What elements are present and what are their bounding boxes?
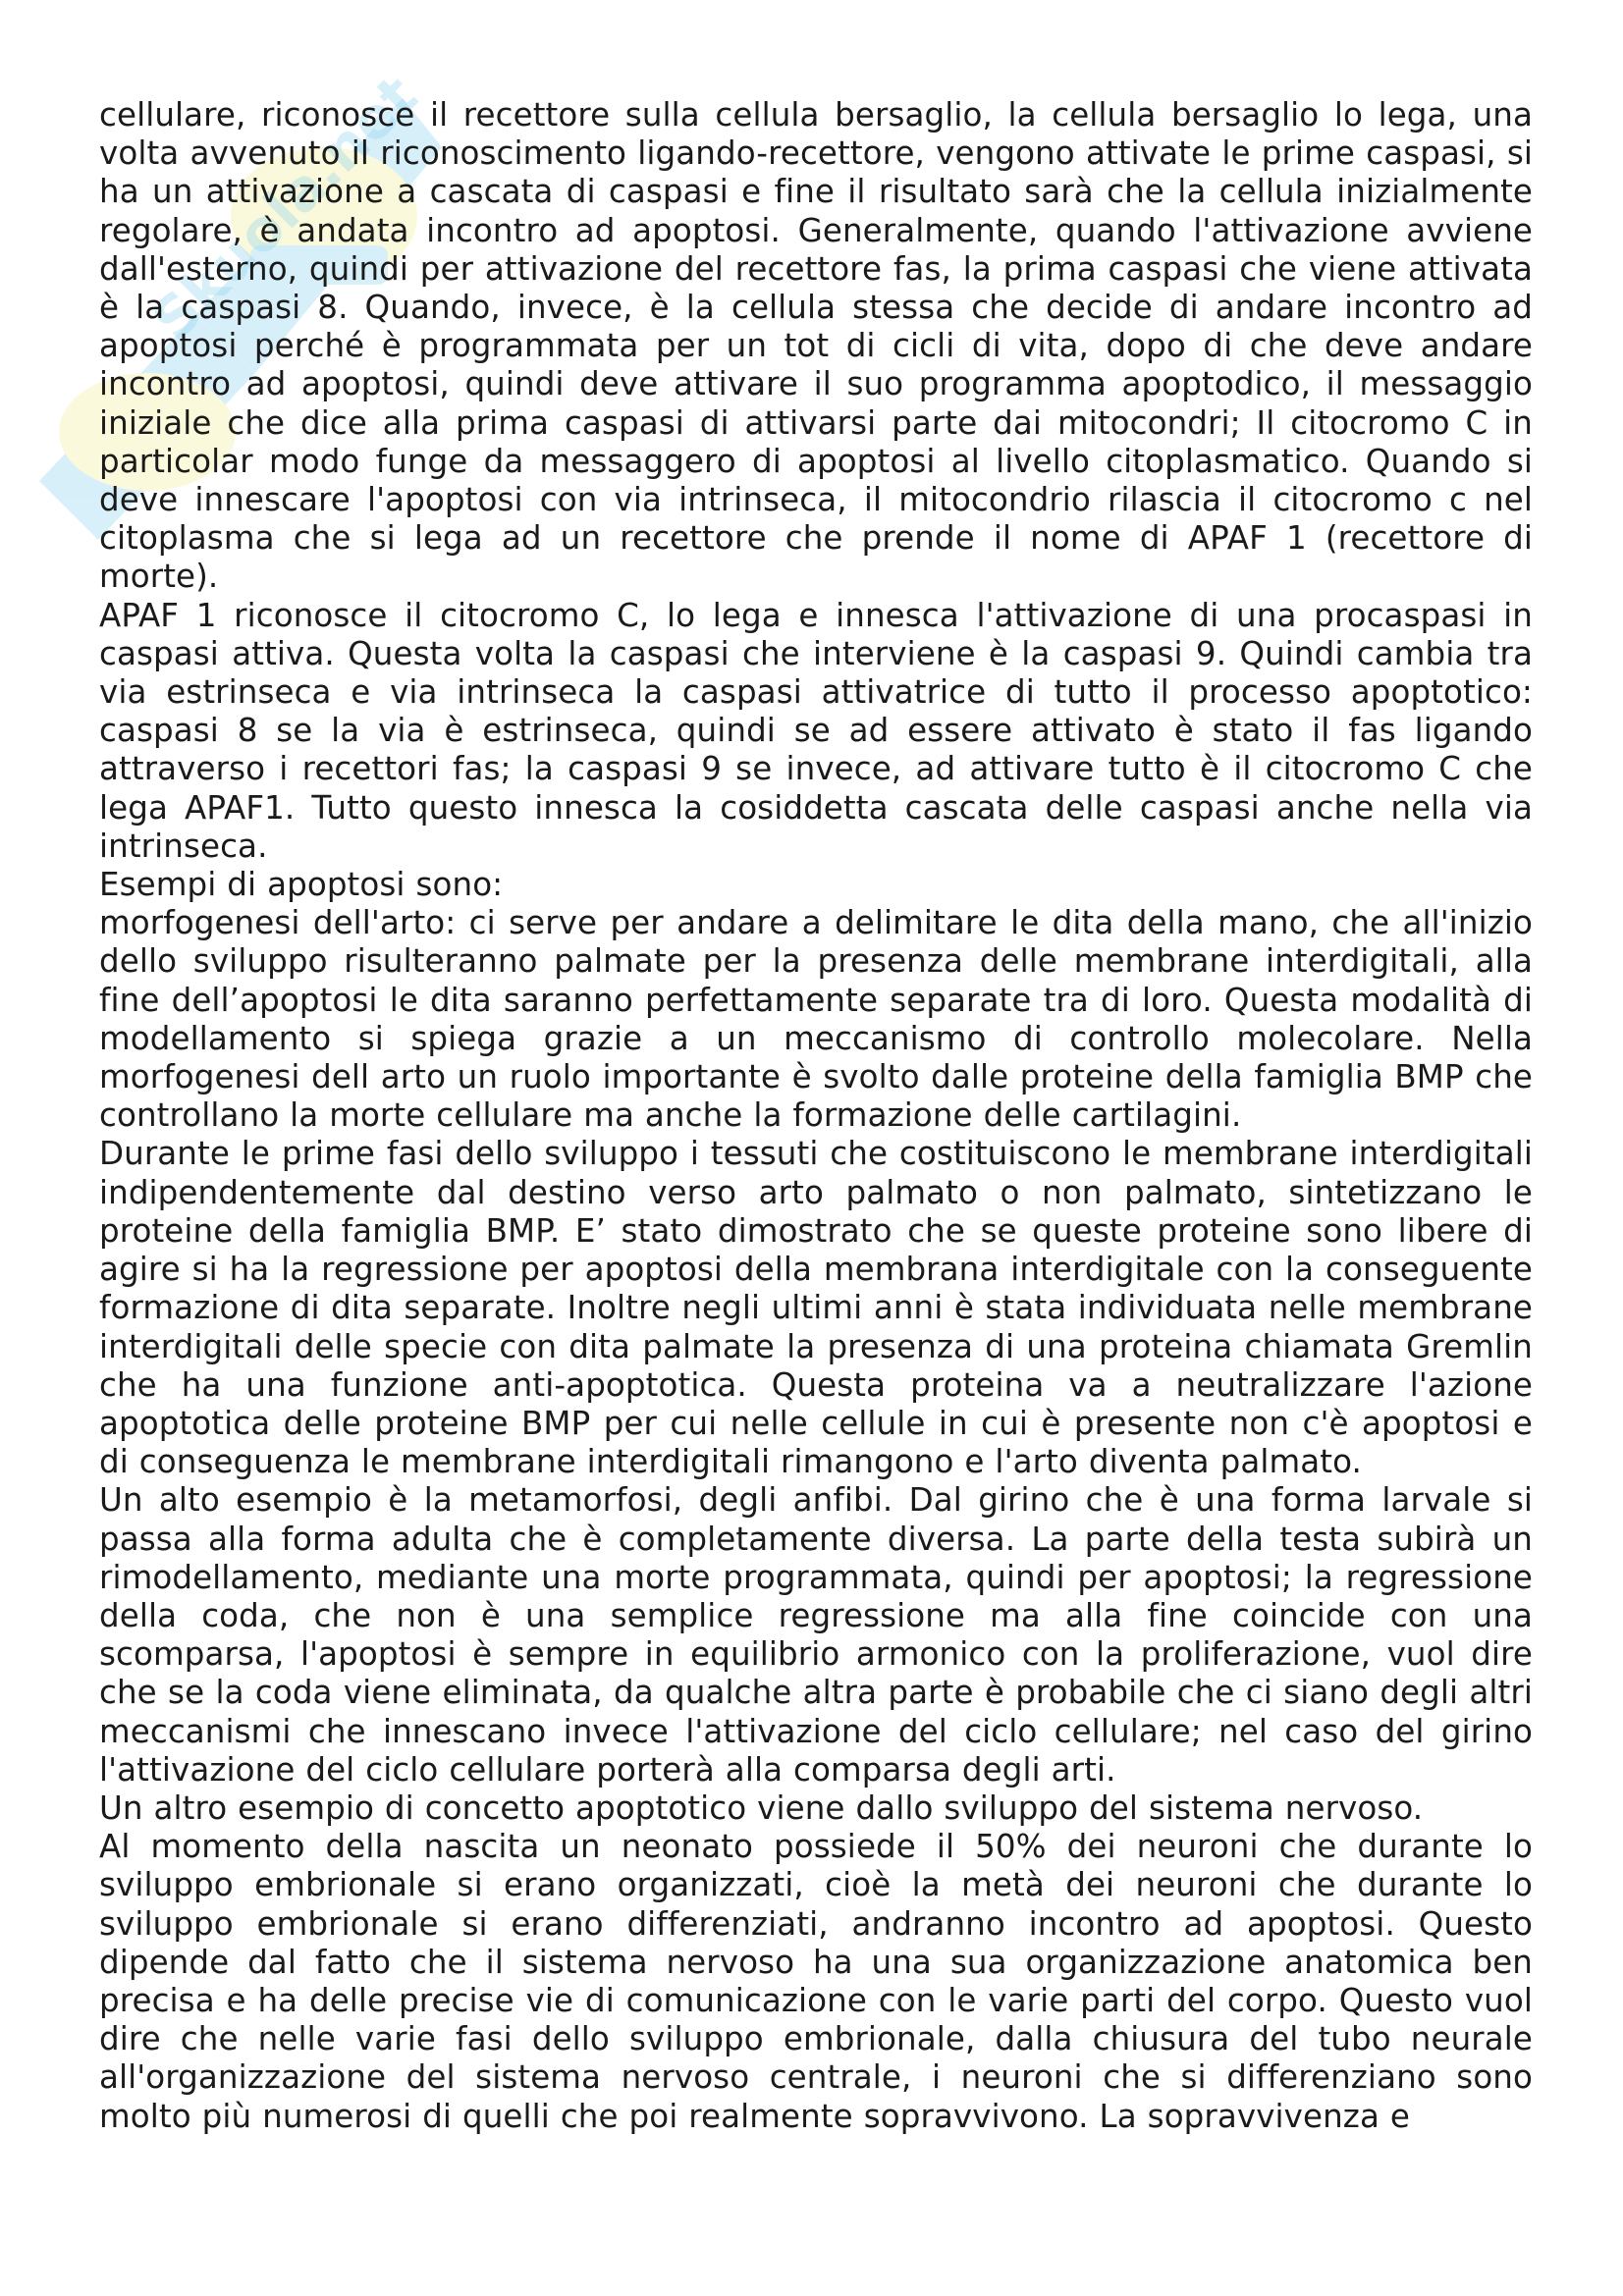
watermark-brand-text: Skuola.net: [138, 62, 431, 353]
paragraph-8: Al momento della nascita un neonato possiede il 50% dei neuroni che durante lo sviluppo embrionale si erano organizzati, cioè la metà dei neuroni che durante lo sviluppo embrionale si erano differenziati, andranno incontro ad apoptosi. Questo dipende dal fatto che il sistema nervoso ha una sua organizzazione anatomica ben precisa e ha delle precise vie di comunicazione con le varie parti del corpo. Questo vuol dire che nelle varie fasi dello sviluppo embrionale, dalla chiusura del tubo neurale all'organizzazione del sistema nervoso centrale, i neuroni che si differenziano sono molto più numerosi di quelli che poi realmente sopravvivono. La sopravvivenza e: [99, 1828, 1533, 2135]
paragraph-6: Un alto esempio è la metamorfosi, degli anfibi. Dal girino che è una forma larvale si passa alla forma adulta che è completamente diversa. La parte della testa subirà un rimodellamento, mediante una morte programmata, quindi per apoptosi; la regressione della coda, che non è una semplice regressione ma alla fine coincide con una scomparsa, l'apoptosi è sempre in equilibrio armonico con la proliferazione, vuol dire che se la coda viene eliminata, da qualche altra parte è probabile che ci siano degli altri meccanismi che innescano invece l'attivazione del ciclo cellulare; nel caso del girino l'attivazione del ciclo cellulare porterà alla comparsa degli arti.: [99, 1481, 1533, 1789]
paragraph-4: morfogenesi dell'arto: ci serve per andare a delimitare le dita della mano, che all'inizio dello sviluppo risulteranno palmate per la presenza delle membrane interdigitali, alla fine dell’apoptosi le dita saranno perfettamente separate tra di loro. Questa modalità di modellamento si spiega grazie a un meccanismo di controllo molecolare. Nella morfogenesi dell arto un ruolo importante è svolto dalle proteine della famiglia BMP che controllano la morte cellulare ma anche la formazione delle cartilagini.: [99, 904, 1533, 1135]
paragraph-7: Un altro esempio di concetto apoptotico viene dallo sviluppo del sistema nervoso.: [99, 1789, 1424, 1827]
paragraph-1: cellulare, riconosce il recettore sulla cellula bersaglio, la cellula bersaglio lo lega, una volta avvenuto il riconoscimento ligando-recettore, vengono attivate le prime caspasi, si ha un attivazione a cascata di caspasi e fine il risultato sarà che la cellula inizialmente regolare, è andata incontro ad apoptosi. Generalmente, quando l'attivazione avviene dall'esterno, quindi per attivazione del recettore fas, la prima caspasi che viene attivata è la caspasi 8. Quando, invece, è la cellula stessa che decide di andare incontro ad apoptosi perché è programmata per un tot di cicli di vita, dopo di che deve andare incontro ad apoptosi, quindi deve attivare il suo programma apoptodico, il messaggio iniziale che dice alla prima caspasi di attivarsi parte dai mitocondri; Il citocromo C in particolar modo funge da messaggero di apoptosi al livello citoplasmatico. Quando si deve innescare l'apoptosi con via intrinseca, il mitocondrio rilascia il citocromo c nel citoplasma che si lega ad un recettore che prende il nome di APAF 1 (recettore di morte).: [99, 96, 1533, 596]
paragraph-2: APAF 1 riconosce il citocromo C, lo lega e innesca l'attivazione di una procaspasi in caspasi attiva. Questa volta la caspasi che interviene è la caspasi 9. Quindi cambia tra via estrinseca e via intrinseca la caspasi attivatrice di tutto il processo apoptotico: caspasi 8 se la via è estrinseca, quindi se ad essere attivato è stato il fas ligando attraverso i recettori fas; la caspasi 9 se invece, ad attivare tutto è il citocromo C che lega APAF1. Tutto questo innesca la cosiddetta cascata delle caspasi anche nella via intrinseca.: [99, 596, 1533, 865]
document-body: [99, 96, 1533, 2136]
paragraph-5: Durante le prime fasi dello sviluppo i tessuti che costituiscono le membrane interdigitali indipendentemente dal destino verso arto palmato o non palmato, sintetizzano le proteine della famiglia BMP. E’ stato dimostrato che se queste proteine sono libere di agire si ha la regressione per apoptosi della membrana interdigitale con la conseguente formazione di dita separate. Inoltre negli ultimi anni è stata individuata nelle membrane interdigitali delle specie con dita palmate la presenza di una proteina chiamata Gremlin che ha una funzione anti-apoptotica. Questa proteina va a neutralizzare l'azione apoptotica delle proteine BMP per cui nelle cellule in cui è presente non c'è apoptosi e di conseguenza le membrane interdigitali rimangono e l'arto diventa palmato.: [99, 1135, 1533, 1481]
paragraph-3: Esempi di apoptosi sono:: [99, 866, 504, 904]
